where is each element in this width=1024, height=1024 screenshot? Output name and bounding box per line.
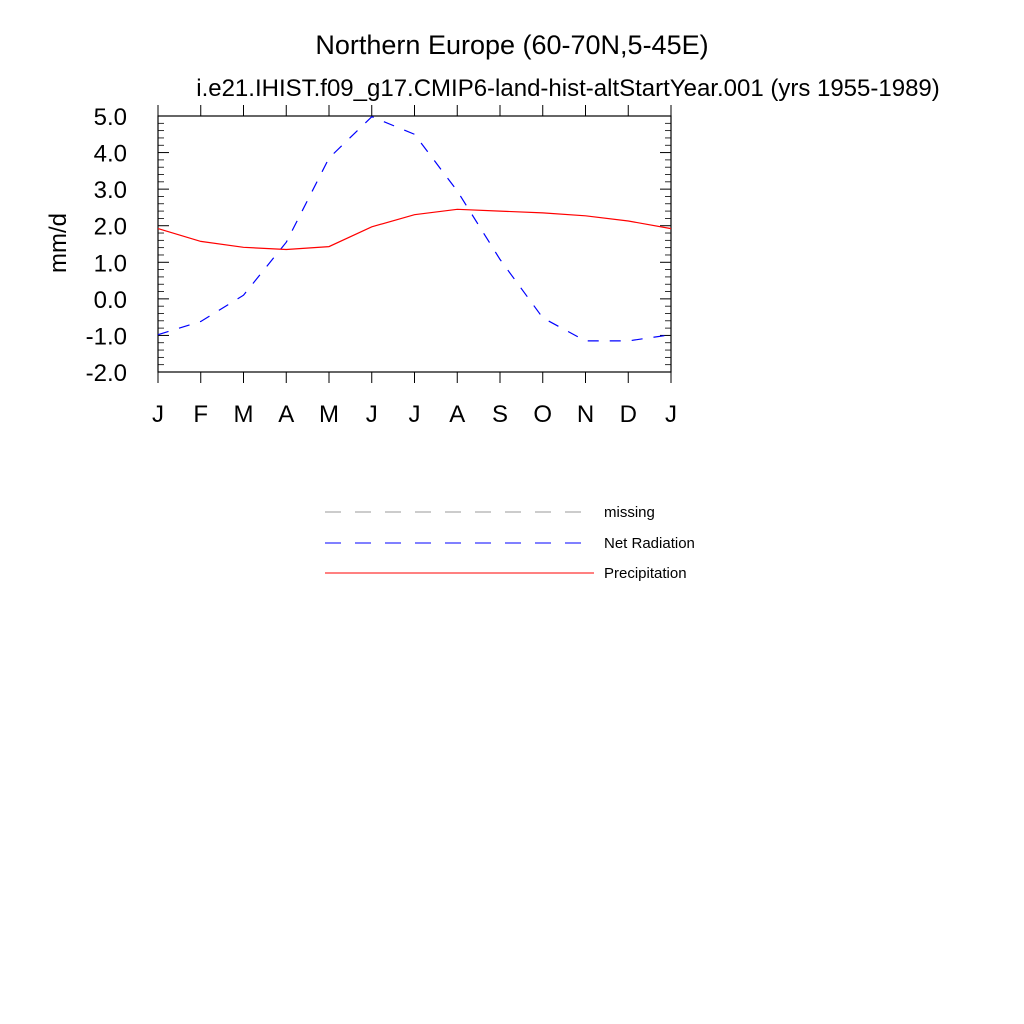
x-tick-label: J: [152, 401, 164, 428]
series-line-precipitation: [158, 209, 671, 249]
x-tick-label: N: [576, 401, 595, 428]
x-tick-labels: [152, 401, 677, 428]
y-tick-label: 0.0: [93, 286, 127, 314]
x-tick-label: D: [619, 401, 637, 428]
legend-label-missing: missing: [604, 504, 655, 521]
series-lines: [158, 117, 671, 341]
chart-title: Northern Europe (60-70N,5-45E): [315, 30, 709, 60]
x-tick-label: S: [491, 401, 509, 428]
x-tick-label: A: [278, 401, 295, 428]
chart-subtitle: i.e21.IHIST.f09_g17.CMIP6-land-hist-altStartYear.001 (yrs 1955-1989): [196, 75, 940, 102]
legend: [325, 504, 695, 582]
x-tick-label: A: [449, 401, 466, 428]
y-tick-label: 3.0: [93, 177, 127, 205]
series-line-net-radiation: [158, 117, 671, 341]
y-tick-label: -2.0: [85, 360, 127, 387]
x-tick-label: F: [193, 401, 209, 428]
x-tick-label: O: [533, 401, 553, 428]
y-tick-labels: [86, 104, 127, 387]
y-tick-label: -1.0: [85, 323, 127, 351]
y-axis-label: mm/d: [45, 213, 72, 273]
y-tick-label: 1.0: [93, 250, 127, 278]
legend-label-net-radiation: Net Radiation: [604, 535, 695, 552]
legend-label-precipitation: Precipitation: [604, 565, 687, 582]
y-tick-label: 5.0: [93, 104, 127, 131]
plot-area: [158, 116, 671, 372]
x-tick-label: M: [319, 401, 339, 428]
x-tick-label: J: [665, 401, 677, 428]
x-tick-label: J: [408, 401, 421, 428]
y-tick-label: 2.0: [93, 213, 127, 241]
x-tick-label: J: [365, 401, 378, 428]
y-tick-label: 4.0: [93, 140, 127, 168]
x-tick-label: M: [233, 401, 254, 428]
